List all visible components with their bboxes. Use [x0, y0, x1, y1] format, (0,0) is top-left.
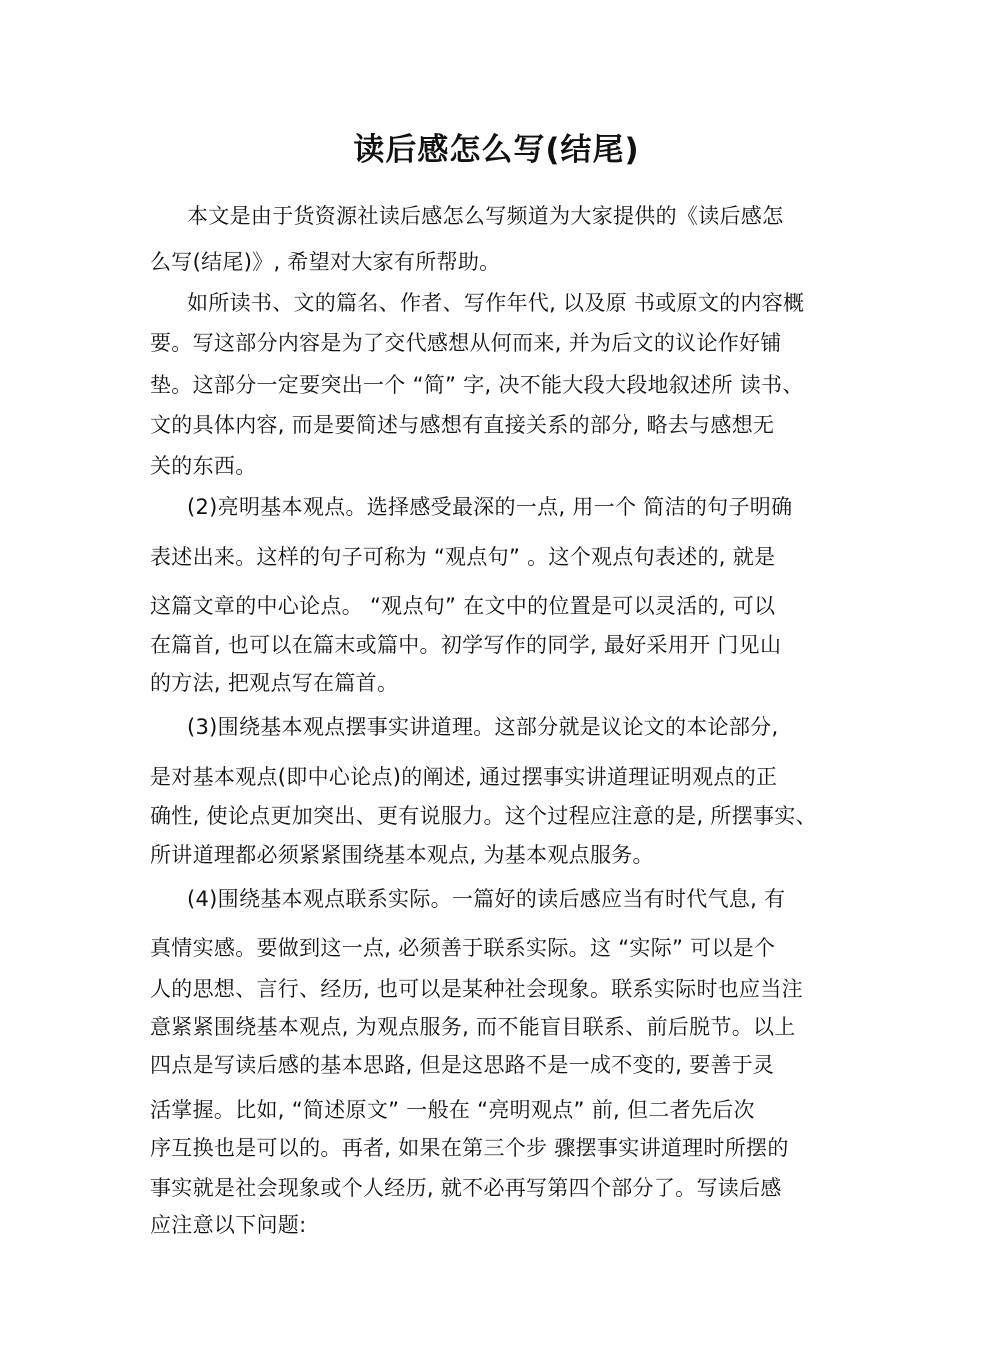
text-line: 是对基本观点(即中心论点)的阐述, 通过摆事实讲道理证明观点的正	[150, 765, 778, 789]
text-line: 在篇首, 也可以在篇末或篇中。初学写作的同学, 最好采用开 门见山	[150, 633, 782, 657]
text-line: 事实就是社会现象或个人经历, 就不必再写第四个部分了。写读后感	[150, 1176, 782, 1200]
text-line: 应注意以下问题:	[150, 1213, 307, 1237]
text-line: 如所读书、文的篇名、作者、写作年代, 以及原 书或原文的内容概	[187, 291, 805, 315]
text-line: 所讲道理都必须紧紧围绕基本观点, 为基本观点服务。	[150, 843, 654, 867]
text-line: 表述出来。这样的句子可称为 “观点句” 。这个观点句表述的, 就是	[150, 545, 776, 569]
text-line: (2)亮明基本观点。选择感受最深的一点, 用一个 简洁的句子明确	[187, 495, 793, 519]
text-line: 确性, 使论点更加突出、更有说服力。这个过程应注意的是, 所摆事实、	[150, 804, 817, 828]
text-line: (3)围绕基本观点摆事实讲道理。这部分就是议论文的本论部分,	[187, 715, 779, 739]
text-line: 序互换也是可以的。再者, 如果在第三个步 骤摆事实讲道理时所摆的	[150, 1136, 789, 1160]
text-line: 垫。这部分一定要突出一个 “简” 字, 决不能大段大段地叙述所 读书、	[150, 373, 804, 397]
text-line: 要。写这部分内容是为了交代感想从何而来, 并为后文的议论作好铺	[150, 331, 782, 355]
text-line: 本文是由于货资源社读后感怎么写频道为大家提供的《读后感怎	[187, 204, 784, 228]
text-line: 活掌握。比如, “简述原文” 一般在 “亮明观点” 前, 但二者先后次	[150, 1098, 755, 1122]
document-title: 读后感怎么写(结尾)	[353, 132, 640, 168]
text-line: 人的思想、言行、经历, 也可以是某种社会现象。联系实际时也应当注	[150, 977, 803, 1001]
text-line: 这篇文章的中心论点。 “观点句” 在文中的位置是可以灵活的, 可以	[150, 594, 776, 618]
text-line: 真情实感。要做到这一点, 必须善于联系实际。这 “实际” 可以是个	[150, 936, 776, 960]
text-line: (4)围绕基本观点联系实际。一篇好的读后感应当有时代气息, 有	[187, 887, 786, 911]
text-line: 文的具体内容, 而是要简述与感想有直接关系的部分, 略去与感想无	[150, 413, 775, 437]
text-line: 四点是写读后感的基本思路, 但是这思路不是一成不变的, 要善于灵	[150, 1053, 775, 1077]
text-line: 关的东西。	[150, 454, 257, 478]
text-line: 么写(结尾)》, 希望对大家有所帮助。	[150, 250, 501, 274]
text-line: 意紧紧围绕基本观点, 为观点服务, 而不能盲目联系、前后脱节。以上	[150, 1015, 796, 1039]
text-line: 的方法, 把观点写在篇首。	[150, 671, 399, 695]
